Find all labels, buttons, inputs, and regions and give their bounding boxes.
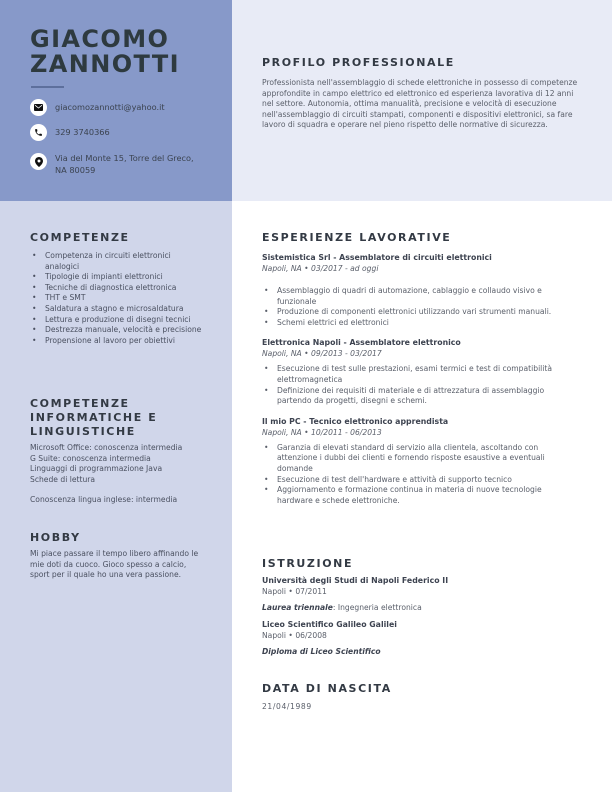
job-meta: Napoli, NA • 03/2017 - ad oggi	[262, 264, 379, 273]
contact-phone[interactable]	[30, 124, 110, 141]
address-text: Via del Monte 15, Torre del Greco, NA 80059	[55, 153, 194, 175]
education-section	[262, 557, 592, 657]
last-name: ZANNOTTI	[30, 50, 180, 78]
school-name: Università degli Studi di Napoli Federico II	[262, 576, 449, 585]
skills-title: COMPETENZE	[30, 231, 130, 244]
skill-item: • Tecniche di diagnostica elettronica	[30, 283, 205, 294]
education-meta: Napoli • 07/2011	[262, 587, 327, 596]
contact-address	[30, 150, 194, 176]
email-text[interactable]: giacomozannotti@yahoo.it	[55, 102, 165, 112]
it-skills-lines: Microsoft Office: conoscenza intermedia G Suite: conoscenza intermedia Linguaggi di programmazione Java Schede di lettura Conoscenza lingua inglese: intermedia	[30, 443, 190, 506]
location-pin-icon	[30, 153, 47, 170]
phone-icon	[30, 124, 47, 141]
job-title: Il mio PC - Tecnico elettronico apprendista	[262, 416, 449, 426]
hobby-section	[30, 531, 205, 581]
education-title: ISTRUZIONE	[262, 557, 354, 570]
job-entry	[262, 416, 578, 507]
hobby-title: HOBBY	[30, 531, 81, 544]
email-icon	[30, 99, 47, 116]
job-meta: Napoli, NA • 10/2011 - 06/2013	[262, 427, 382, 437]
skill-item: • Competenza in circuiti elettronici analogici	[30, 251, 205, 272]
birthdate-title: DATA DI NASCITA	[262, 682, 392, 695]
education-meta: Napoli • 06/2008	[262, 631, 327, 640]
skills-section	[30, 231, 205, 346]
job-title: Elettronica Napoli - Assemblatore elettronico	[262, 338, 461, 348]
job-title: Sistemistica Srl - Assemblatore di circuiti elettronici	[262, 253, 492, 262]
birthdate-value: 21/04/1989	[262, 702, 312, 711]
education-entry	[262, 619, 592, 657]
it-skills-title: COMPETENZE INFORMATICHE E LINGUISTICHE	[30, 397, 158, 438]
skill-item: • Lettura e produzione di disegni tecnici	[30, 315, 205, 326]
job-entry	[262, 252, 578, 328]
job-bullets: • Esecuzione di test sulle prestazioni, esami termici e test di compatibilità elettromagnetica • Definizione dei requisiti di materiale e di attrezzatura di assemblaggio partendo da progetti, disegni e schemi.	[262, 364, 578, 406]
job-entry	[262, 337, 578, 406]
name-divider	[31, 86, 64, 88]
it-skills-section	[30, 397, 190, 506]
experience-section	[262, 231, 578, 506]
profile-text: Professionista nell'assemblaggio di schede elettroniche in possesso di competenze approfondite in campo elettrico ed elettronico ed esperienza lavorativa di 12 anni nel settore. Autonomia, ottima manualità, precisione e velocità di esecuzione nell'assemblaggio di circuiti stampati, componenti e dispositivi elettronici, sa fare lavoro di squadra e operare nel pieno rispetto delle normative di sicurezza.	[262, 78, 578, 130]
experience-title: ESPERIENZE LAVORATIVE	[262, 231, 452, 244]
language-skill: Conoscenza lingua inglese: intermedia	[30, 495, 178, 505]
degree: Laurea triennale: Ingegneria elettronica	[262, 603, 422, 612]
first-name: GIACOMO	[30, 25, 170, 53]
candidate-name	[30, 27, 180, 77]
skill-item: • Propensione al lavoro per obiettivi	[30, 336, 205, 347]
profile-section	[262, 56, 584, 131]
skill-item: • Destrezza manuale, velocità e precisione	[30, 325, 205, 336]
education-entry	[262, 575, 592, 613]
profile-title: PROFILO PROFESSIONALE	[262, 56, 455, 69]
hobby-text: Mi piace passare il tempo libero affinando le mie doti da cuoco. Gioco spesso a calcio, sport per il quale ho una vera passione.	[30, 549, 199, 580]
skill-item: • Tipologie di impianti elettronici	[30, 272, 205, 283]
job-bullets: • Assemblaggio di quadri di automazione, cablaggio e collaudo visivo e funzionale • Produzione di componenti elettronici utilizzando vari strumenti manuali. • Schemi elettrici ed elettronici	[262, 286, 578, 328]
job-meta: Napoli, NA • 09/2013 - 03/2017	[262, 349, 382, 359]
skills-list	[30, 251, 205, 346]
job-bullets: • Garanzia di elevati standard di servizio alla clientela, ascoltando con attenzione i dubbi dei clienti e fornendo risposte esaustive a eventuali domande • Esecuzione di test dell'hardware e attività di supporto tecnico • Aggiornamento e formazione continua in materia di nuove tecnologie hardware e schede elettroniche.	[262, 443, 578, 507]
skill-item: • THT e SMT	[30, 293, 205, 304]
skill-item: • Saldatura a stagno e microsaldatura	[30, 304, 205, 315]
birthdate-section	[262, 682, 592, 712]
degree: Diploma di Liceo Scientifico	[262, 647, 381, 656]
phone-text[interactable]: 329 3740366	[55, 127, 110, 137]
school-name: Liceo Scientifico Galileo Galilei	[262, 620, 397, 629]
contact-email[interactable]	[30, 99, 165, 116]
